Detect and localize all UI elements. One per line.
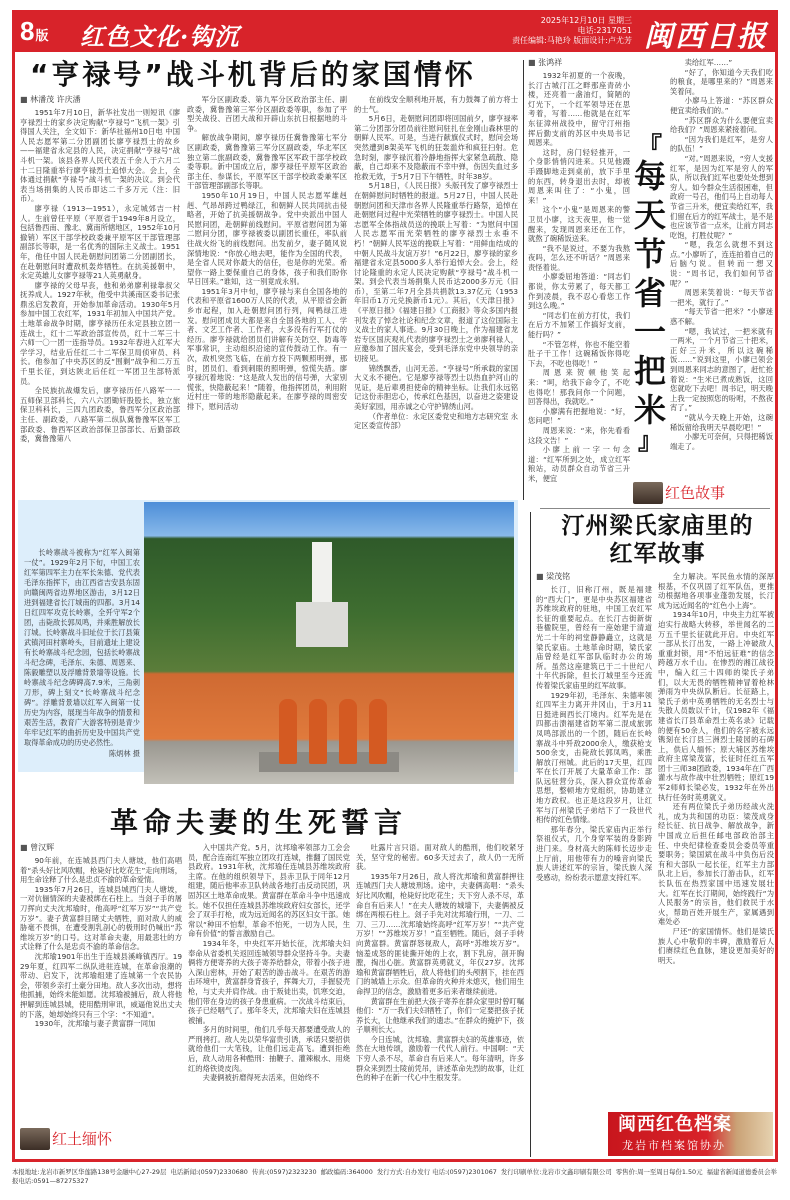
paragraph: “嗯，我怎么就想不到这点。”小廖听了，连连拍着自己的后脑勺说。但转而一想又说：“周书记，我们如何节省呢？” (670, 240, 773, 288)
paragraph: 周恩来笑着说：“每天节省一把米，就行了。” (670, 288, 773, 307)
article2-vertical-headline (633, 131, 667, 455)
newspaper-logo: 闽西日报 (643, 19, 768, 53)
tag-label: 红土缅怀 (52, 1130, 113, 1148)
paragraph: 90年前，在连城县西门夫人塘坡，他们高唱着“杀头好比风吹帽，枪毙好比吃花生”走向刑场，用生命诠释了什么是忠贞不渝的革命爱情。 (20, 856, 182, 885)
paragraph: 入中国共产党。5月，沈邦瑜率领部力工会会员，配合连南红军独立团攻打连城，推翻了国民党县政府。1931年秋，沈邦瑜任连城县苏维埃政府主席。在他的组织领导下，县赤卫队于同年12月组建，随后他率赤卫队转战各地打击反动民团，巩固苏区土地革命成果。黄富群在革命斗争中迅速成长。她不仅担任连城县苏维埃政府妇女部长，还学会了双手打枪，成为远近闻名的苏区妇女干部。她常以“种田不怕犁，革命不怕死，一切为人民，生命有价值”的誓言激励自己。 (188, 843, 350, 939)
paragraph: 那年春分，梁氏家庙内正举行祭祖仪式，几个身穿军装的身影跨进门来。身材高大的陈师长迈步走上厅前，用他带有力的嗓音向梁氏族人讲述红军的宗旨，梁氏族人深受感动，纷纷表示愿意支持红军。 (536, 824, 652, 882)
paragraph: 还有两位梁氏子弟历经战火洗礼，成为共和国的功臣：梁茂成身经长征、抗日战争、解放战争，新中国成立后担任邮电部政治部主任、中央纪律检查委员会委员等重要职务；梁国斌在战斗中负伤后没有和大部队一起长征，红军主力部队北上后，参加长汀游击队，红军长队伍在热烈家国中迅速发展壮大。红军在长汀期间，始终践行“为人民服务”的宗旨，他们救民于水火，帮助百姓开展生产，家属遇到难处必 (658, 802, 774, 927)
article3-column-2 (658, 572, 774, 965)
footer-printer: 发行印刷单位:龙岩市文鑫印刷有限公司 (500, 1168, 612, 1176)
paragraph: 全力解决。军民鱼水情的深厚根基，不仅巩固了红军队伍，更推动根据地各项事业蓬勃发展，长汀成为远近闻名的“红色小上海”。 (658, 572, 774, 610)
footer-phone: 电话新闻:(0597)2330680 (170, 1168, 248, 1176)
headline-line: 红军故事 (609, 540, 706, 567)
paragraph: 吐露片言只语。面对敌人的酷刑，他们咬紧牙关，坚守党的秘密。60多天过去了，敌人仍一无所获。 (356, 843, 524, 872)
paragraph: 1932年初夏的一个夜晚，长汀古城汀江之畔那座青砖小楼，还亮着一盏油灯，简陋的灯光下，一个红军领导还在思考着，写着……他就是在红军东征漳州战役中，留守汀州指挥后勤支前的苏区中央局书记周恩来。 (528, 71, 630, 148)
paragraph: 今日连城，沈邦瑜、黄富群夫妇的英雄事迹，依然在大地传颂，激励着一代代人前行。中国啊：“天下穷人杀不尽，革命自有后来人”。每年清明，许多群众来到烈士陵前凭吊，讲述革命先烈的故事，让红色的种子在新一代心中生根发芽。 (356, 1034, 524, 1083)
title-char: 一 (633, 313, 666, 351)
paragraph: 黄富群在生前把大孩子寄养在群众家里时曾叮嘱他们：“万一我们夫妇牺牲了，你们一定要把孩子抚养长大，让他继承我们的遗志。”在群众的掩护下，孩子顺利长大。 (356, 996, 524, 1035)
paragraph: 周恩来贺顿他笑起来：“呵，给我下命令了，不吃也得吃！那我问你一个问题，回答得出，我就吃。” (528, 368, 630, 407)
paragraph: 小廖满有把握地说：“好，您问吧！” (528, 406, 630, 426)
paragraph: 周恩来说：“来，你先看看这段文告！” (528, 425, 630, 445)
article1-column-1 (20, 95, 180, 444)
paragraph: 多月的时间里，他们几乎每天都要遭受敌人的严刑拷打。敌人先以荣华富贵引诱，承诺只要招供就给他们一大笔钱，让他们远走高飞。遭到拒绝后，敌人动用各种酷刑：抽鞭子、灌辣椒水、用烧红的烙铁烫皮肉。 (188, 1025, 350, 1073)
statue-shape (309, 699, 327, 764)
footer-distribution: 发行方式:自办发行 电话:(0597)2301067 (376, 1168, 497, 1176)
footer (12, 1168, 782, 1186)
paragraph: 廖亨禄（1913—1951），永定城郊吉一村人。生前曾任平原（平原省于1949年8月设立，包括鲁西南、豫北、冀南所辖地区，1952年10月撤销）军区干部学校政委兼平原军区干部管理部副部长等职，是一名优秀的国际主义战士。1951年，他任中国人民赴朝慰问团第二分团副团长，在赴朝慰问时遭敌机轰炸牺牲。在抗美援朝中，永定英雄儿女廖亨禄等21人英勇献身。 (20, 203, 180, 281)
section-divider (540, 508, 770, 509)
paragraph: 5月18日，《人民日报》头版刊发了廖亨禄烈士在朝鲜慰问时牺牲的报道。5月27日，中国人民赴朝慰问团和天津市各界人民隆重举行路祭，追悼在赴朝慰问过程中光荣牺牲的廖亨禄烈士。中国人民志愿军全体指战员送的挽联上写着：“为慰问中国人民志愿军而光荣牺牲的廖亨禄烈士永垂不朽！”朝鲜人民军送的挽联上写着：“用鲜血结成的中朝人民战斗友谊万岁！”6月22日，廖亨禄的家乡福建省永定县5000多人举行追悼大会。会上，经讨论隆重的永定人民决定购献“亨禄号”战斗机一架。到会代表当场捐集人民币达2000多万元（旧币），至第二年7月全县共捐款13.37亿元（1953年旧币1万元兑换新币1元）。其后，《天津日报》《平原日报》《福建日报》《工商报》等众多国内报刊发表了悼念社论和纪念文章，报道了这位国际主义战士的家人事迹。9月30日晚上，作为福建省龙岩专区国庆观礼代表的廖亨禄烈士之弟廖利禄人，应邀参加了国庆宴会，受到毛泽东党中央领导的亲切接见。 (354, 181, 518, 364)
section-title: 红色文化·钩沉 (80, 22, 240, 51)
title-char: 节 (633, 235, 666, 273)
title-char: 天 (633, 196, 666, 234)
paragraph: 1934年冬，中央红军开始长征，沈邦瑜夫妇奉命从省委机关返回连城领导群众坚持斗争。夫妻俩将方便寄养的大孩子寄养给群众，带着小孩子进入深山密林，开始了艰苦的游击战斗。在艰苦的游击环境中，黄富群身背孩子，挥舞大刀，手握驳壳枪，与丈夫并肩作战。由于叛徒出卖，饥寒交迫，他们带在身边的孩子身患重病。一次战斗结束后，孩子已经咽气了。那年冬天，沈邦瑜夫妇在连城县被捕。 (188, 938, 350, 1025)
editor-line: 责任编辑:马艳玲 版面设计:卢尤芳 (512, 36, 632, 45)
issue-date: 2025年12月10日 星期三 (540, 16, 632, 25)
headline-line: 汀州梁氏家庙里的 (561, 512, 754, 539)
paragraph: 1934年10月，中央主力红军被迫实行战略大转移，举世闻名的二万五千里长征就此开启。中央红军一部从长汀出发，一路上冲破敌人重重封锁，用“不怕远征难”的信念跨越万水千山。在惨烈的湘江战役中，编入红三十四师的梁氏子弟们，以大无畏的牺牲精神冒着枪林弹雨为中央纵队断后。长征路上，梁氏子弟中英勇牺牲的无名烈士与失散人员数以千计，仅1982年《福建省长汀县革命烈士英名录》记载的便有50余人，他们的名字被永远镌刻在长汀县三洲烈士陵园的石碑上，供后人缅怀；原大埔区苏维埃政府主席梁茂富，长征时任红五军团十三师38团政委，1934年在广西灌水与敌作战中壮烈牺牲；原红19军2师师长梁必发，1932年在外出执行任务时英勇就义。 (658, 610, 774, 802)
title-char: 每 (633, 157, 666, 195)
photo-credit: 陈炳林 摄 (108, 749, 140, 758)
paragraph: “每天节省一把米？”小廖迷惑不解。 (670, 307, 773, 327)
column-divider (523, 60, 524, 500)
article2-column-2 (670, 58, 773, 451)
paragraph: 锦绣飘香，山河无恙。“亨禄号”所承载的家国大义永不褪色。它是廖亨禄等烈士以热血护河山的见证，是后辈勇担使命的精神坐标。让我们永远铭记这份赤胆忠心，传承红色基因，以奋进之姿建设美好家园，用赤诚之心守护锦绣山河。 (354, 363, 518, 411)
open-bracket: 『 (638, 131, 662, 160)
paragraph: 1951年3月中旬，廖亨禄与来自全国各地的代表和平原省1600万人民的代表，从平原省会新乡市起程，加入赴朝慰问团行列，闯鸭绿江进发。慰问团成员大都是来自全国各地的工人、学者、文艺工作者、工作者，大多没有行军打仗的经历。廖亨禄就给团员们讲解有关防空、防毒等军事常识，主动组织沿途的宣传鼓动工作。有一次，敌机突然飞临，在前方投下两颗照明弹，那时，团员们、看到刺眼的照明弹，惊慌失措。廖亨禄沉着地说：“这是敌人发出的信号弹，大家别慌张，快隐蔽起来！”随着，他指挥团员，利用附近村庄一带的地形隐蔽起来。在廖亨禄的周密安排下，慰问活动 (187, 286, 347, 411)
article4-headline: 革命夫妻的生死誓言 (110, 806, 408, 839)
paragraph: 1935年7月26日，敌人将沈邦瑜和黄富群押往连城西门夫人塘坡刑场。途中，夫妻俩高唱：“杀头好比风吹帽，枪毙好比吃花生；天下穷人杀不尽，革命自有后来人！”在夫人塘坡的城墙下，夫妻俩被反绑在两根石柱上。刽子手先对沈邦瑜行刑，一刀、二刀、三刀……沈邦瑜始终高呼“红军万岁！”“共产党万岁！”“苏维埃万岁！”直至牺牲。随后，刽子手转向黄富群。黄富群怒视敌人，高呼“苏维埃万岁”。恼羞成怒的匪徒撕开她的上衣，割下乳房，剖开胸膛，掏出心脏。黄富群英勇就义，年仅27岁。沈邦瑜和黄富群牺牲后，敌人将他们的头颅割下，挂在西门的城墙上示众。但革命的火种并未熄灭，他们用生命捍卫的信念，激励着更多后来者继续前进。 (356, 871, 524, 996)
article4-byline: ■ 曾汉辉 (20, 843, 182, 853)
statue-shape (279, 699, 297, 764)
page-suffix: 版 (35, 28, 49, 43)
phone-line: 电话:2317051 (577, 26, 632, 35)
paragraph: 5月6日，赴朝慰问团即将回国前夕，廖亨禄率第二分团部分团员前往慰问驻扎在金刚山森林里的朝鲜人民军。可是，当进行献旗仪式时，慰问会场突然遭到8架美军飞机的狂轰滥炸和疯狂扫射。危急时刻，廖亨禄沉着冷静地指挥大家紧急疏散、隐蔽，自己却来不及隐蔽而不幸中弹，伤因失血过多抢救无效，于5月7日下午牺牲，时年38岁。 (354, 114, 518, 181)
tag-thumbnail-image (20, 1128, 50, 1150)
paragraph: “好了，你知道今天我们吃的粮食，是哪里来的？”周恩来笑着问。 (670, 67, 773, 96)
title-char: 省 (633, 274, 666, 312)
paragraph: 这个“小鬼”是周恩来的警卫员小廖，这天夜里，他一觉醒来，发现周恩来还在工作，就熬了碗稀饭送来。 (528, 205, 630, 244)
article4-column-2 (188, 843, 350, 1083)
photo-caption (24, 548, 140, 759)
memorial-photo (144, 502, 514, 784)
paragraph: 1929年初，毛泽东、朱德率领红四军主力离开井冈山，于3月11日挺进闽西长汀境内。红军先是在四都击溃福建省防军第二混成旅郭凤鸣部派出的一个团，随后在长岭寨战斗中歼敌2000余人，缴获枪支500余支，击毙敌长郭凤鸣，乘胜解放汀州城。此后的17天里，红四军在长汀开展了大量革命工作：部队远驻营分兵，深入群众宣传革命思想，整顿地方党组织，协助建立地方政权。也正是这段岁月，让红军与汀州梁氏子弟结下了一段世代相传的红色情缘。 (536, 690, 652, 825)
statue-shape (339, 699, 357, 764)
paragraph: 夫妻俩被折磨得死去活来，但始终不 (202, 1073, 320, 1083)
caption-text: 长岭寨战斗被称为“红军入闽第一仗”。1929年2月下旬，中国工农红军第四军主力在军长朱德、党代表毛泽东指挥下，由江西省吉安县东固向赣闽两省边界地区游击，3月12日进到福建省长汀城南的四都。3月14日红四军攻克长岭寨，全歼守军2个团，击毙敌长郭凤鸣，并乘胜解放长汀城。长岭寨战斗旧址位于长汀县策武镇河田村寨岭头，目前遗址上建设有长岭寨战斗纪念园，包括长岭寨战斗纪念碑，毛泽东、朱德、周恩来、陈毅雕塑以及浮雕背景墙等设施。长岭寨战斗纪念碑碑高7.9米，三角刺刀形，碑上刻文“长岭寨战斗纪念碑”。浮雕背景墙以红军入闽第一仗历史为内容，展现当年战争的情景和艰苦生活，教育广大游客特别是青少年牢记红军的曲折历史及中国共产党取得革命成功的历史必然性。 (24, 548, 140, 747)
footer-address: 本报地址:龙岩市新罗区华莲路138号金融中心27-29层 (12, 1168, 167, 1176)
paragraph: 廖亨禄的父母早丧，他和弟弟廖利禄靠叔父抚养成人。1927年秋，他受中共溪南区委书记张鼎丞启发教育，开始参加革命活动。1930年5月参加中国工农红军，1931年初加入中国共产党。土地革命战争时期，廖亨禄历任永定县独立团一连战士，红十二军政治部宣传员，红十二军三十六师一〇一团一连指导员。1932年春进入红军大学学习，结业后任红二十二军保卫局侦审员、科长。他参加了中央苏区的反“围剿”战争和二万五千里长征，到达陕北后任红一军团卫生部特派员。 (20, 280, 180, 386)
paragraph: 这时，房门轻轻推开，一个身影悄悄闪进来。只见他蹑手蹑脚地走到桌前，放下手里的东西，转身退出去时，却被周恩来叫住了：“小鬼，回来！” (528, 147, 630, 205)
tag-thumbnail-image (633, 482, 663, 504)
paragraph: 军分区副政委、第九军分区政治部主任、副政委，冀鲁豫第三军分区副政委等职，参加了平型关战役、百团大战和开辟山东抗日根据地的斗争。 (187, 95, 347, 133)
paragraph: 解放战争期间，廖亨禄历任冀鲁豫第七军分区副政委，冀鲁豫第三军分区副政委，华北军区独立第二旅副政委，冀鲁豫军区军政干部学校政委等职。新中国成立后，廖亨禄任平原军区政治部主任、参谋长，平原军区干部学校政委兼军区干部管理部副部长等职。 (187, 133, 347, 191)
article3-column-1 (536, 572, 652, 882)
archive-banner (608, 1112, 773, 1156)
footer-fax: 传真:(0597)2323230 (251, 1168, 317, 1176)
title-char: 把 (633, 352, 666, 390)
stairs-shape (296, 602, 348, 647)
column-divider (530, 512, 531, 1157)
red-earth-tag (20, 1128, 112, 1150)
paragraph: 1930年，沈邦瑜与妻子黄富群一同加 (34, 1019, 156, 1029)
article1-headline: “亨禄号”战斗机背后的家国情怀 (30, 58, 476, 91)
article2-byline: ■ 张鸿祥 (528, 58, 630, 68)
paragraph: “就从今天晚上开始，这碗稀饭留给我明天早晨吃吧！” (670, 412, 773, 432)
title-char: 米 (633, 391, 666, 429)
statue-shape (369, 699, 387, 764)
article1-column-3 (354, 95, 518, 431)
paragraph: 卖给红军……” (684, 58, 733, 67)
footer-complaint: 福建省新闻道德委员会举报电话:0591—87275327 (12, 1168, 777, 1185)
article4-column-1 (20, 843, 182, 1029)
tag-label: 红色故事 (665, 484, 726, 502)
paragraph: “对。”周恩来说，“穷人支援红军，是因为红军是穷人的军队，所以我们红军也要处处想到穷人。如今群众生活很困难，但政府一号召，他们马上自动每人节省三升米，便宜卖给红军，我们留在后方的红军战士，是不是也应该节省一点米，让前方同志吃饱，打胜仗呢？” (670, 153, 773, 240)
article3-headline (545, 512, 770, 568)
paragraph: 小廖委屈地答道：“同志们都说，你太劳累了，每天都工作到凌晨，我不忍心看您工作到这么晚。” (528, 272, 630, 311)
paragraph: 尸还”的家国情怀。他们是梁氏族人心中敬仰的丰碑，激励着后人们赓续红色血脉，建设更加美好的明天。 (658, 926, 774, 965)
archive-subtitle: 龙岩市档案馆协办 (622, 1139, 726, 1152)
page-number-value: 8 (20, 16, 35, 46)
paragraph: 1951年7月10日，新华社发出一则短讯《廖亨禄烈士的家乡决定购献“亨禄号”飞机一架》引得国人关注，全文如下：新华社福州10日电 中国人民志愿军第二分团副团长廖亨禄烈士的故乡——福建省永定县的人民，决定捐献“亨禄号”战斗机一架。该县各界人民代表五千余人于六月二十二日隆重举行廖亨禄烈士追悼大会。会上，全体通过捐献“亨禄号”战斗机一架的决议。到会代表当场捐集的人民币即达二千多万元（注：旧币）。 (20, 108, 180, 204)
paragraph: 沈邦瑜1901年出生于连城县溪峰镇西厅。1929年夏，红四军二纵队进驻连城，在革命浪潮的带动、启发下，沈邦瑜组建了连城第一个农民协会，带领乡亲打土豪分田地。敌人多次出动，想将他抓捕，始终未能如愿。沈邦瑜被捕后，敌人将他押解到连城县城，使用酷刑审讯，威逼他说出丈夫的下落，她却始终只有三个字：“不知道”。 (20, 951, 182, 1019)
article3-byline: ■ 梁茂铭 (536, 572, 652, 582)
footer-price: 零售价:周一至周日每份1.50元 (615, 1168, 703, 1176)
paragraph: （作者单位：永定区委党史和地方志研究室 永定区委宣传部） (354, 411, 518, 431)
paragraph: 小廖马上答道：“苏区群众便宜卖给我们的。” (670, 96, 773, 115)
paragraph: 全民族抗战爆发后，廖亨禄历任八路军一一五师保卫部科长，六八六团锄奸股股长，独立旅保卫科科长，三四九团政委，鲁西军分区政治部主任、副政委，八路军第二纵队冀鲁豫军区军工部政委、鲁西军区政治部保卫部部长、后勤部政委，冀鲁豫第八 (20, 386, 180, 444)
paragraph: 小廖上前一字一句念道：“红军所到之处，成立红军粮站，动员群众自动节省三升米，便宜 (528, 445, 630, 483)
archive-title: 闽西红色档案 (618, 1114, 732, 1135)
article4-column-3 (356, 843, 524, 1083)
paragraph: “同志们在前方打仗，我们在后方不加紧工作搞好支前，能行吗？” (528, 310, 630, 340)
article2-column-1 (528, 58, 630, 484)
article1-byline: ■ 林潘茂 许庆潘 (20, 95, 180, 105)
paragraph: 1935年7月26日，连城县城西门夫人塘坡，一对伉俪情深的夫妻被绑在石柱上。当刽子手的屠刀挥向丈夫沈邦瑜时，他高呼“红军万岁”“共产党万岁”。妻子黄富群目睹丈夫牺牲，面对敌人的威胁毫不畏惧，在遭受割乳剖心的极刑时仍喊出“苏维埃万岁”的口号。这对革命夫妻，用最悲壮的方式诠释了什么是忠贞不渝的革命信念。 (20, 884, 182, 952)
paragraph: “因为我们是红军，是穷人的队伍！” (670, 134, 773, 154)
paragraph: 1950年10月19日，中国人民志愿军雄赳赳、气昂昂跨过鸭绿江，和朝鲜人民共同抗击侵略者，开始了抗美援朝战争。党中央派出中国人民慰问团，赴朝鲜前线慰问。平原省慰问团为第二慰问分团，廖亨禄被委以副团长重任，率队前往战火纷飞的前线慰问。出发前夕，妻子随风说深情地说：“你放心地去吧，能作为全国的代表，是全省人民对你最大的信任，也是你的光荣。希望你一路上要保重自己的身体，孩子和我们盼你早日回来。”谁知，这一别竟成永别。 (187, 190, 347, 287)
paragraph: “我不是说过，不要为我熬夜吗，怎么还不听话？”周恩来责怪着说。 (528, 243, 630, 272)
paragraph: 在前线安全顺利地开展，有力鼓舞了前方将士的士气。 (354, 95, 518, 114)
paragraph: “不管怎样，你也不能空着肚子干工作！这碗稀饭你得吃下去，不吃也得吃！” (528, 339, 630, 368)
footer-postal-code: 邮政编码:364000 (320, 1168, 373, 1176)
paragraph: “苏区群众为什么要便宜卖给我们？”周恩来紧接着问。 (670, 115, 773, 135)
close-bracket: 』 (638, 426, 662, 455)
red-story-tag (633, 482, 725, 504)
paragraph: “嗯，我试过，一把米就有一两米，一个月节省三十把米，正好三升米，所以这碗稀饭……”说到这里，小廖已领会到周恩来同志的意图了，赶忙抢着说：“生米已煮成熟饭，这回您就吃下去吧！周书记，明天晚上我一定按照您的吩咐，不熬夜宵了。” (670, 326, 773, 413)
article1-column-2 (187, 95, 347, 412)
paragraph: 小廖无可奈何，只得把稀饭端走了。 (670, 432, 773, 451)
paragraph: 长汀，旧称汀州，既是福建的“西大门”，更是中央苏区福建省苏维埃政府的驻地，中国工农红军长征的重要起点。在长汀古街新街巷楹院里，曾经有一座始建于清道光二十年的祠堂静静矗立，这就是梁氏家庙。土地革命时期，梁氏家庙曾经是红军部队临时办公的场所。虽然这座建筑已于二十世纪八十年代拆除，但长汀城里至今还流传着梁氏家庙里的红军故事。 (536, 585, 652, 690)
